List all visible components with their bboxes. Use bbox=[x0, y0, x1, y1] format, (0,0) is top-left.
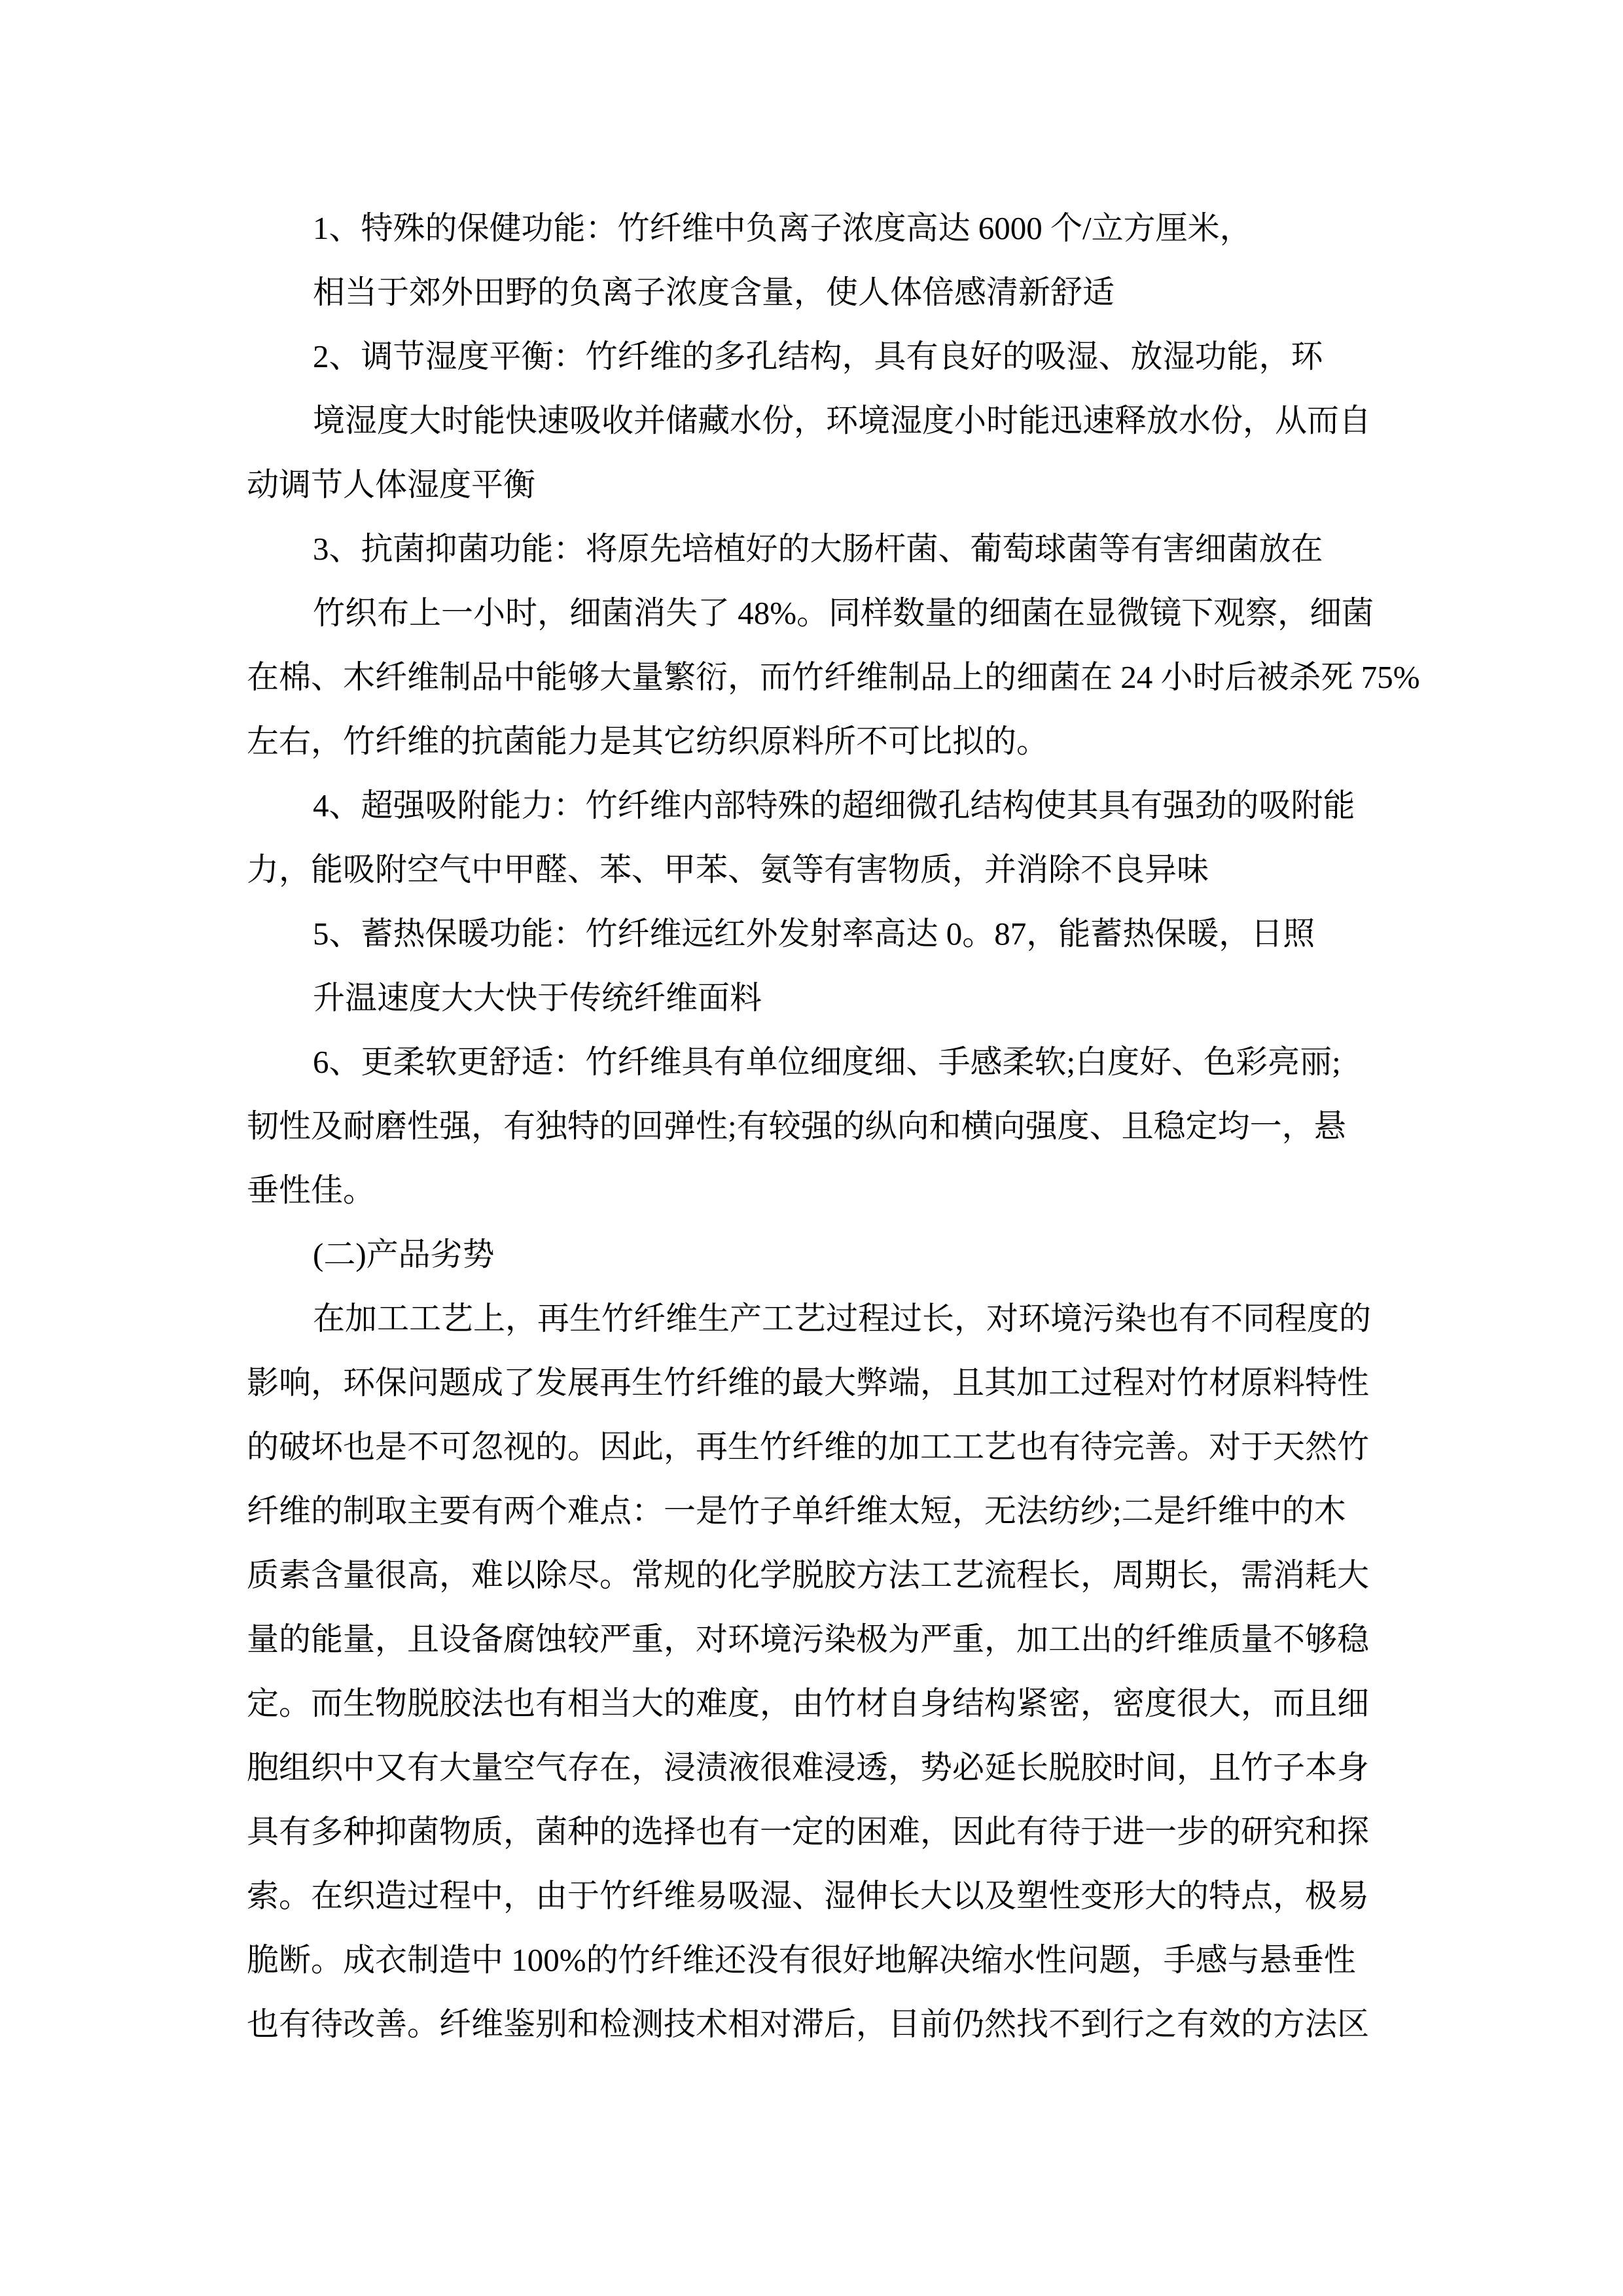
text-line: 的破坏也是不可忽视的。因此，再生竹纤维的加工工艺也有待完善。对于天然竹 bbox=[247, 1429, 1370, 1465]
text-line: 定。而生物脱胶法也有相当大的难度，由竹材自身结构紧密，密度很大，而且细 bbox=[247, 1685, 1370, 1721]
text-line: 6、更柔软更舒适：竹纤维具有单位细度细、手感柔软;白度好、色彩亮丽; bbox=[313, 1044, 1341, 1080]
text-line: 力，能吸附空气中甲醛、苯、甲苯、氨等有害物质，并消除不良异味 bbox=[247, 852, 1209, 888]
text-line: 量的能量，且设备腐蚀较严重，对环境污染极为严重，加工出的纤维质量不够稳 bbox=[247, 1621, 1370, 1657]
text-line: 质素含量很高，难以除尽。常规的化学脱胶方法工艺流程长，周期长，需消耗大 bbox=[247, 1557, 1370, 1593]
text-line: 境湿度大时能快速吸收并储藏水份，环境湿度小时能迅速释放水份，从而自 bbox=[313, 403, 1372, 439]
text-line: 竹织布上一小时，细菌消失了 48%。同样数量的细菌在显微镜下观察，细菌 bbox=[313, 595, 1374, 631]
text-line: 升温速度大大快于传统纤维面料 bbox=[313, 980, 762, 1016]
text-line: 纤维的制取主要有两个难点：一是竹子单纤维太短，无法纺纱;二是纤维中的木 bbox=[247, 1493, 1346, 1529]
text-line: 影响，环保问题成了发展再生竹纤维的最大弊端，且其加工过程对竹材原料特性 bbox=[247, 1365, 1370, 1401]
text-line: 左右，竹纤维的抗菌能力是其它纺织原料所不可比拟的。 bbox=[247, 723, 1049, 759]
document-body bbox=[247, 196, 1420, 2056]
text-line: 具有多种抑菌物质，菌种的选择也有一定的困难，因此有待于进一步的研究和探 bbox=[247, 1814, 1370, 1850]
text-line: 胞组织中又有大量空气存在，浸渍液很难浸透，势必延长脱胶时间，且竹子本身 bbox=[247, 1749, 1370, 1785]
text-line: 3、抗菌抑菌功能：将原先培植好的大肠杆菌、葡萄球菌等有害细菌放在 bbox=[313, 531, 1323, 567]
text-line: 动调节人体湿度平衡 bbox=[247, 467, 536, 503]
text-line: 在加工工艺上，再生竹纤维生产工艺过程过长，对环境污染也有不同程度的 bbox=[313, 1300, 1372, 1336]
text-line: 相当于郊外田野的负离子浓度含量，使人体倍感清新舒适 bbox=[313, 274, 1115, 310]
text-line: 也有待改善。纤维鉴别和检测技术相对滞后，目前仍然找不到行之有效的方法区 bbox=[247, 2006, 1370, 2042]
text-line: 脆断。成衣制造中 100%的竹纤维还没有很好地解决缩水性问题，手感与悬垂性 bbox=[247, 1942, 1356, 1978]
text-line: 4、超强吸附能力：竹纤维内部特殊的超细微孔结构使其具有强劲的吸附能 bbox=[313, 787, 1355, 823]
text-line: 2、调节湿度平衡：竹纤维的多孔结构，具有良好的吸湿、放湿功能，环 bbox=[313, 338, 1323, 374]
text-line: 在棉、木纤维制品中能够大量繁衍，而竹纤维制品上的细菌在 24 小时后被杀死 75% bbox=[247, 659, 1420, 695]
text-line: 1、特殊的保健功能：竹纤维中负离子浓度高达 6000 个/立方厘米， bbox=[313, 210, 1252, 246]
text-line: (二)产品劣势 bbox=[313, 1236, 495, 1272]
text-line: 垂性佳。 bbox=[247, 1172, 376, 1208]
text-line: 5、蓄热保暖功能：竹纤维远红外发射率高达 0。87，能蓄热保暖，日照 bbox=[313, 916, 1315, 952]
text-line: 索。在织造过程中，由于竹纤维易吸湿、湿伸长大以及塑性变形大的特点，极易 bbox=[247, 1878, 1370, 1914]
text-line: 韧性及耐磨性强，有独特的回弹性;有较强的纵向和横向强度、且稳定均一，悬 bbox=[247, 1108, 1346, 1144]
